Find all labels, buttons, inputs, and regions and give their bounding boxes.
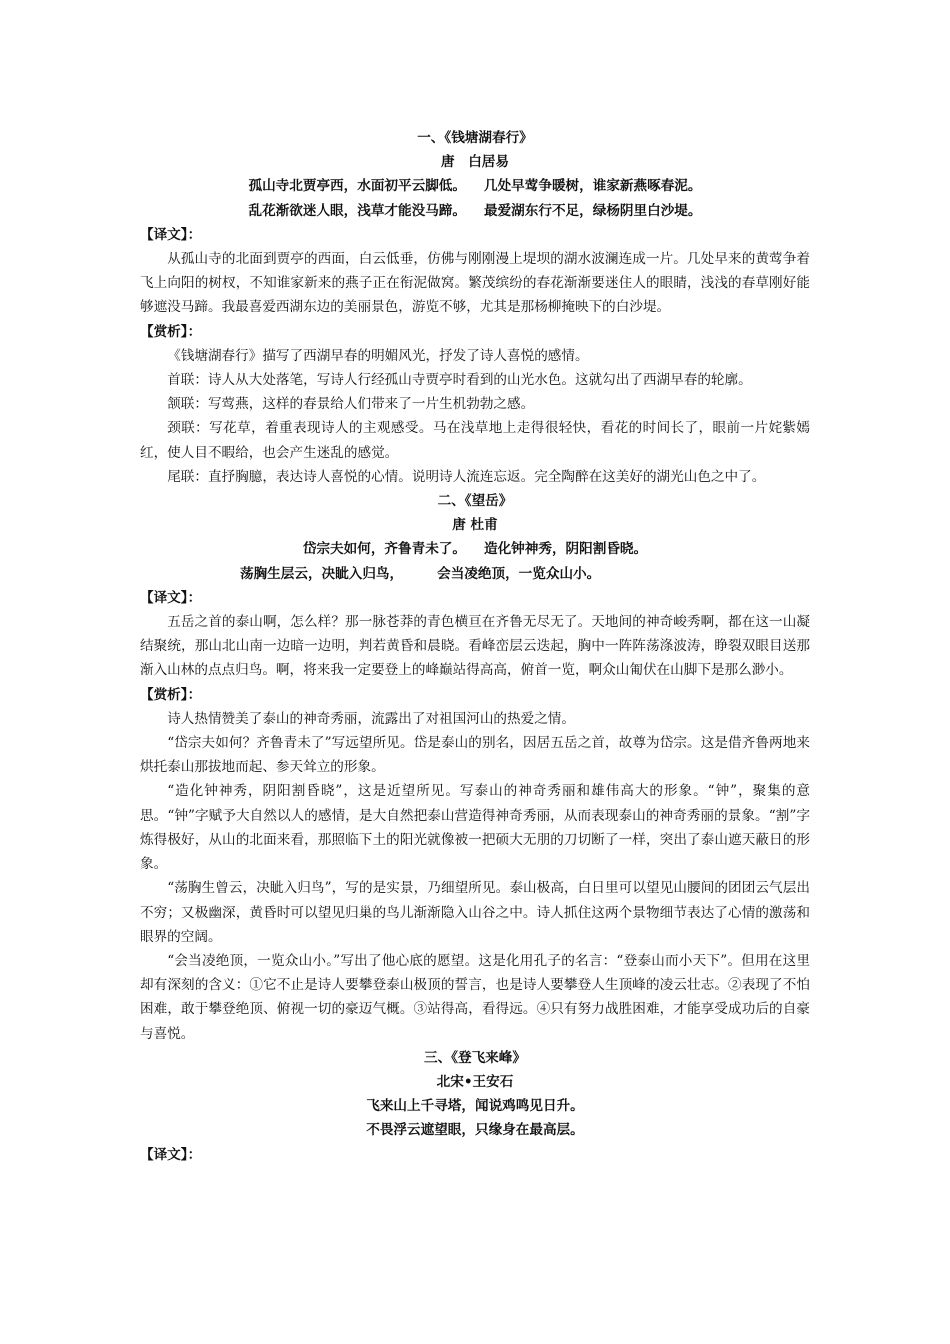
appreciation-paragraph: 首联：诗人从大处落笔，写诗人行经孤山寺贾亭时看到的山光水色。这就勾出了西湖早春的轮廓。 [167, 372, 752, 389]
poem-verse-line: 飞来山上千寻塔，闻说鸡鸣见日升。 [366, 1098, 584, 1115]
verse-half: 荡胸生层云，决眦入归鸟， [240, 565, 404, 582]
verse-half: 孤山寺北贾亭西，水面初平云脚低。 [248, 178, 466, 195]
poem-verse-line [140, 199, 810, 223]
appreciation-paragraph: “岱宗夫如何？齐鲁青未了”写远望所见。岱是泰山的别名，因居五岳之首，故尊为岱宗。这是借齐鲁两地来烘托泰山那拔地而起、参天耸立的形象。 [140, 735, 810, 776]
poem-author-1: 唐 白居易 [441, 154, 509, 171]
verse-half: 最爱湖东行不足，绿杨阴里白沙堤。 [484, 202, 702, 219]
translation-label: 【译文】： [140, 589, 202, 606]
poem-title-1: 一、《钱塘湖春行》 [417, 130, 533, 146]
appreciation-paragraph: “造化钟神秀，阴阳割昏晓”，这是近望所见。写泰山的神奇秀丽和雄伟高大的形象。“钟”，聚集的意思。“钟”字赋予大自然以人的感情，是大自然把泰山营造得神奇秀丽，从而表现泰山的神奇秀丽的景象。“割”字炼得极好，从山的北面来看，那照临下土的阳光就像被一把硕大无朋的刀切断了一样，突出了泰山遮天蔽日的形象。 [140, 783, 810, 873]
verse-half: 乱花渐欲迷人眼，浅草才能没马蹄。 [248, 202, 466, 219]
poem-title-2: 二、《望岳》 [437, 493, 513, 510]
appreciation-label: 【赏析】： [140, 686, 202, 703]
poem-title-3: 三、《登飞来峰》 [424, 1049, 526, 1066]
poem-verse-line [140, 537, 810, 561]
verse-half: 岱宗夫如何，齐鲁青未了。 [302, 541, 466, 558]
poem-author-2: 唐 杜甫 [452, 517, 498, 534]
translation-label: 【译文】： [140, 1146, 202, 1163]
translation-text: 五岳之首的泰山啊，怎么样？那一脉苍莽的青色横亘在齐鲁无尽无了。天地间的神奇峻秀啊，都在这一山凝结聚统，那山北山南一边暗一边明，判若黄昏和晨晓。看峰峦层云迭起，胸中一阵阵荡涤波涛，睁裂双眼目送那渐入山林的点点归鸟。啊，将来我一定要登上的峰巅站得高高，俯首一览，啊众山匍伏在山脚下是那么渺小。 [140, 614, 810, 679]
document-page [140, 126, 810, 1167]
poem-verse-line [140, 174, 810, 198]
translation-text: 从孤山寺的北面到贾亭的西面，白云低垂，仿佛与刚刚漫上堤坝的湖水波澜连成一片。几处早来的黄莺争着飞上向阳的树杈，不知谁家新来的燕子正在衔泥做窝。繁茂缤纷的春花渐渐要迷住人的眼睛，浅浅的春草刚好能够遮没马蹄。我最喜爱西湖东边的美丽景色，游览不够，尤其是那杨柳掩映下的白沙堤。 [140, 251, 810, 316]
translation-label: 【译文】： [140, 226, 202, 243]
appreciation-paragraph: 诗人热情赞美了泰山的神奇秀丽，流露出了对祖国河山的热爱之情。 [167, 710, 575, 727]
appreciation-paragraph: “荡胸生曾云，决眦入归鸟”，写的是实景，乃细望所见。泰山极高，白日里可以望见山腰间的团团云气层出不穷；又极幽深，黄昏时可以望见归巢的鸟儿渐渐隐入山谷之中。诗人抓住这两个景物细节表达了心情的激荡和眼界的空阔。 [140, 880, 810, 945]
verse-half: 造化钟神秀，阴阳割昏晓。 [484, 541, 648, 558]
appreciation-paragraph: 《钱塘湖春行》描写了西湖早春的明媚风光，抒发了诗人喜悦的感情。 [167, 347, 589, 364]
poem-author-3: 北宋•王安石 [436, 1073, 514, 1090]
appreciation-paragraph: “会当凌绝顶，一览众山小。”写出了他心底的愿望。这是化用孔子的名言：“登泰山而小天下”。但用在这里却有深刻的含义：①它不止是诗人要攀登泰山极顶的誓言，也是诗人要攀登人生顶峰的凌云壮志。②表现了不怕困难，敢于攀登绝顶、俯视一切的豪迈气概。③站得高，看得远。④只有努力战胜困难，才能享受成功后的自豪与喜悦。 [140, 952, 810, 1042]
appreciation-paragraph: 尾联：直抒胸臆，表达诗人喜悦的心情。说明诗人流连忘返。完全陶醉在这美好的湖光山色之中了。 [167, 468, 766, 485]
poem-verse-line [240, 562, 810, 586]
verse-half: 几处早莺争暖树，谁家新燕啄春泥。 [484, 178, 702, 195]
poem-verse-line: 不畏浮云遮望眼，只缘身在最高层。 [366, 1122, 584, 1139]
appreciation-label: 【赏析】： [140, 323, 202, 340]
verse-half: 会当凌绝顶，一览众山小。 [437, 565, 601, 582]
appreciation-paragraph: 颈联：写花草，着重表现诗人的主观感受。马在浅草地上走得很轻快，看花的时间长了，眼前一片姹紫嫣红，使人目不暇给，也会产生迷乱的感觉。 [140, 420, 810, 461]
appreciation-paragraph: 颔联：写莺燕，这样的春景给人们带来了一片生机勃勃之感。 [167, 396, 535, 413]
